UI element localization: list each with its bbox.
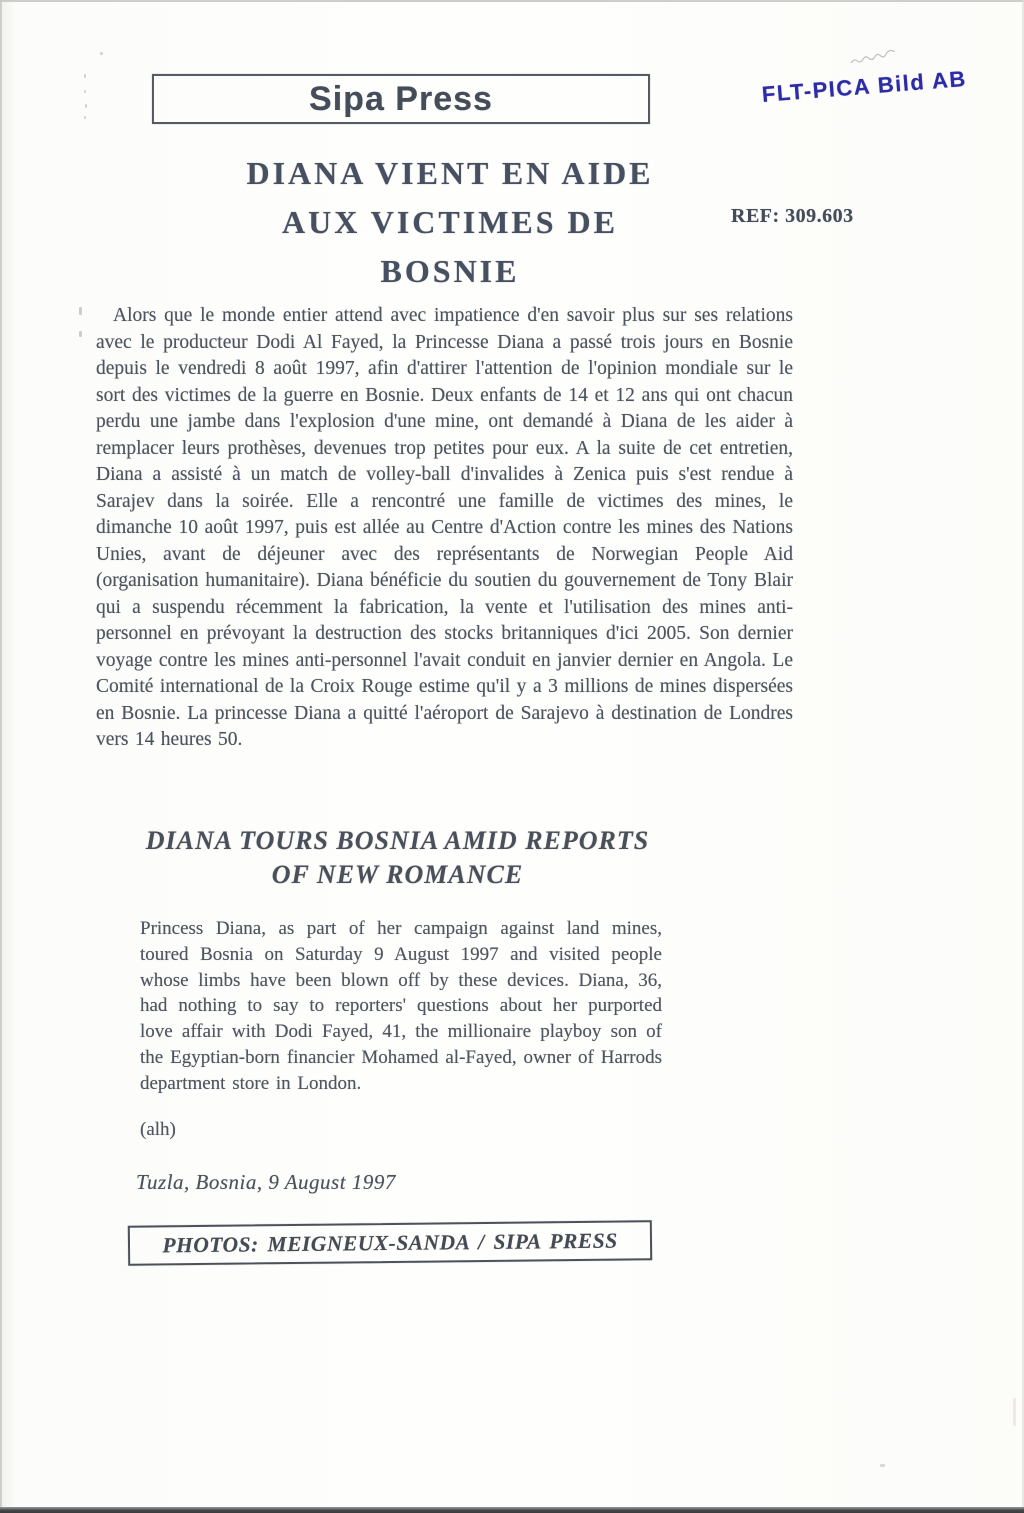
scan-edge-bottom [0,1507,1024,1513]
scan-edge-top [0,0,1024,2]
masthead-title: Sipa Press [309,79,493,118]
byline: (alh) [140,1119,176,1140]
photos-credit-text: PHOTOS: MEIGNEUX-SANDA / SIPA PRESS [162,1228,618,1257]
english-paragraph: Princess Diana, as part of her campaign against land mines, toured Bosnia on Saturday 9 August 1997 and visited people whose limbs have been blown off by these devices. Diana, 36, had nothing to say to reporters' questions about her purported love affair with Dodi Fayed, 41, the millionaire playboy son of the Egyptian-born financier Mohamed al-Fayed, owner of Harrods department store in London. [140,918,662,1094]
document-title-line2: AUX VICTIMES DE BOSNIE [281,204,618,289]
english-heading-line1: DIANA TOURS BOSNIA AMID REPORTS [145,826,650,855]
scan-speck [84,74,86,78]
handwritten-squiggle [849,49,896,67]
masthead-box [152,74,650,124]
document-title [210,149,690,296]
scan-speck [1013,1398,1016,1426]
reference-number: REF: 309.603 [731,205,854,227]
french-paragraph: Alors que le monde entier attend avec impatience d'en savoir plus sur ses relations avec le producteur Dodi Al Fayed, la Princesse Diana a passé trois jours en Bosnie depuis le vendredi 8 août 1997, afin d'attirer l'attention de l'opinion mondiale sur le sort des victimes de la guerre en Bosnie. Deux enfants de 14 et 12 ans qui ont chacun perdu une jambe dans l'explosion d'une mine, ont demandé à Diana de les aider à remplacer leurs prothèses, devenues trop petites pour eux. A la suite de cet entretien, Diana a assisté à un match de volley-ball d'invalides à Zenica puis s'est rendue à Sarajev dans la soirée. Elle a rencontré une famille de victimes des mines, le dimanche 10 août 1997, puis est allée au Centre d'Action contre les mines des Nations Unies, avant de déjeuner avec des représentants de Norwegian People Aid (organisation humanitaire). Diana bénéficie du soutien du gouvernement de Tony Blair qui a suspendu récemment la fabrication, la vente et l'utilisation des mines anti-personnel en prévoyant la destruction des stocks britanniques d'ici 2005. Son dernier voyage contre les mines anti-personnel l'avait conduit en janvier dernier en Angola. Le Comité international de la Croix Rouge estime qu'il y a 3 millions de mines dispersées en Bosnie. La princesse Diana a quitté l'aéroport de Sarajevo à destination de Londres vers 14 heures 50. [96,305,793,750]
english-heading [115,824,680,892]
dateline: Tuzla, Bosnia, 9 August 1997 [136,1170,396,1194]
scan-margin-mark [79,307,82,315]
scan-speck [84,90,86,93]
scan-speck [880,1464,885,1467]
scan-speck [85,104,87,108]
scan-margin-mark [79,331,82,337]
english-heading-line2: OF NEW ROMANCE [271,860,524,889]
photos-credit-box [128,1220,652,1265]
agency-stamp: FLT-PICA Bild AB [760,65,968,107]
scan-speck [100,52,103,55]
scan-speck [84,116,86,119]
scan-edge-left [0,0,2,1513]
document-title-line1: DIANA VIENT EN AIDE [246,155,654,191]
